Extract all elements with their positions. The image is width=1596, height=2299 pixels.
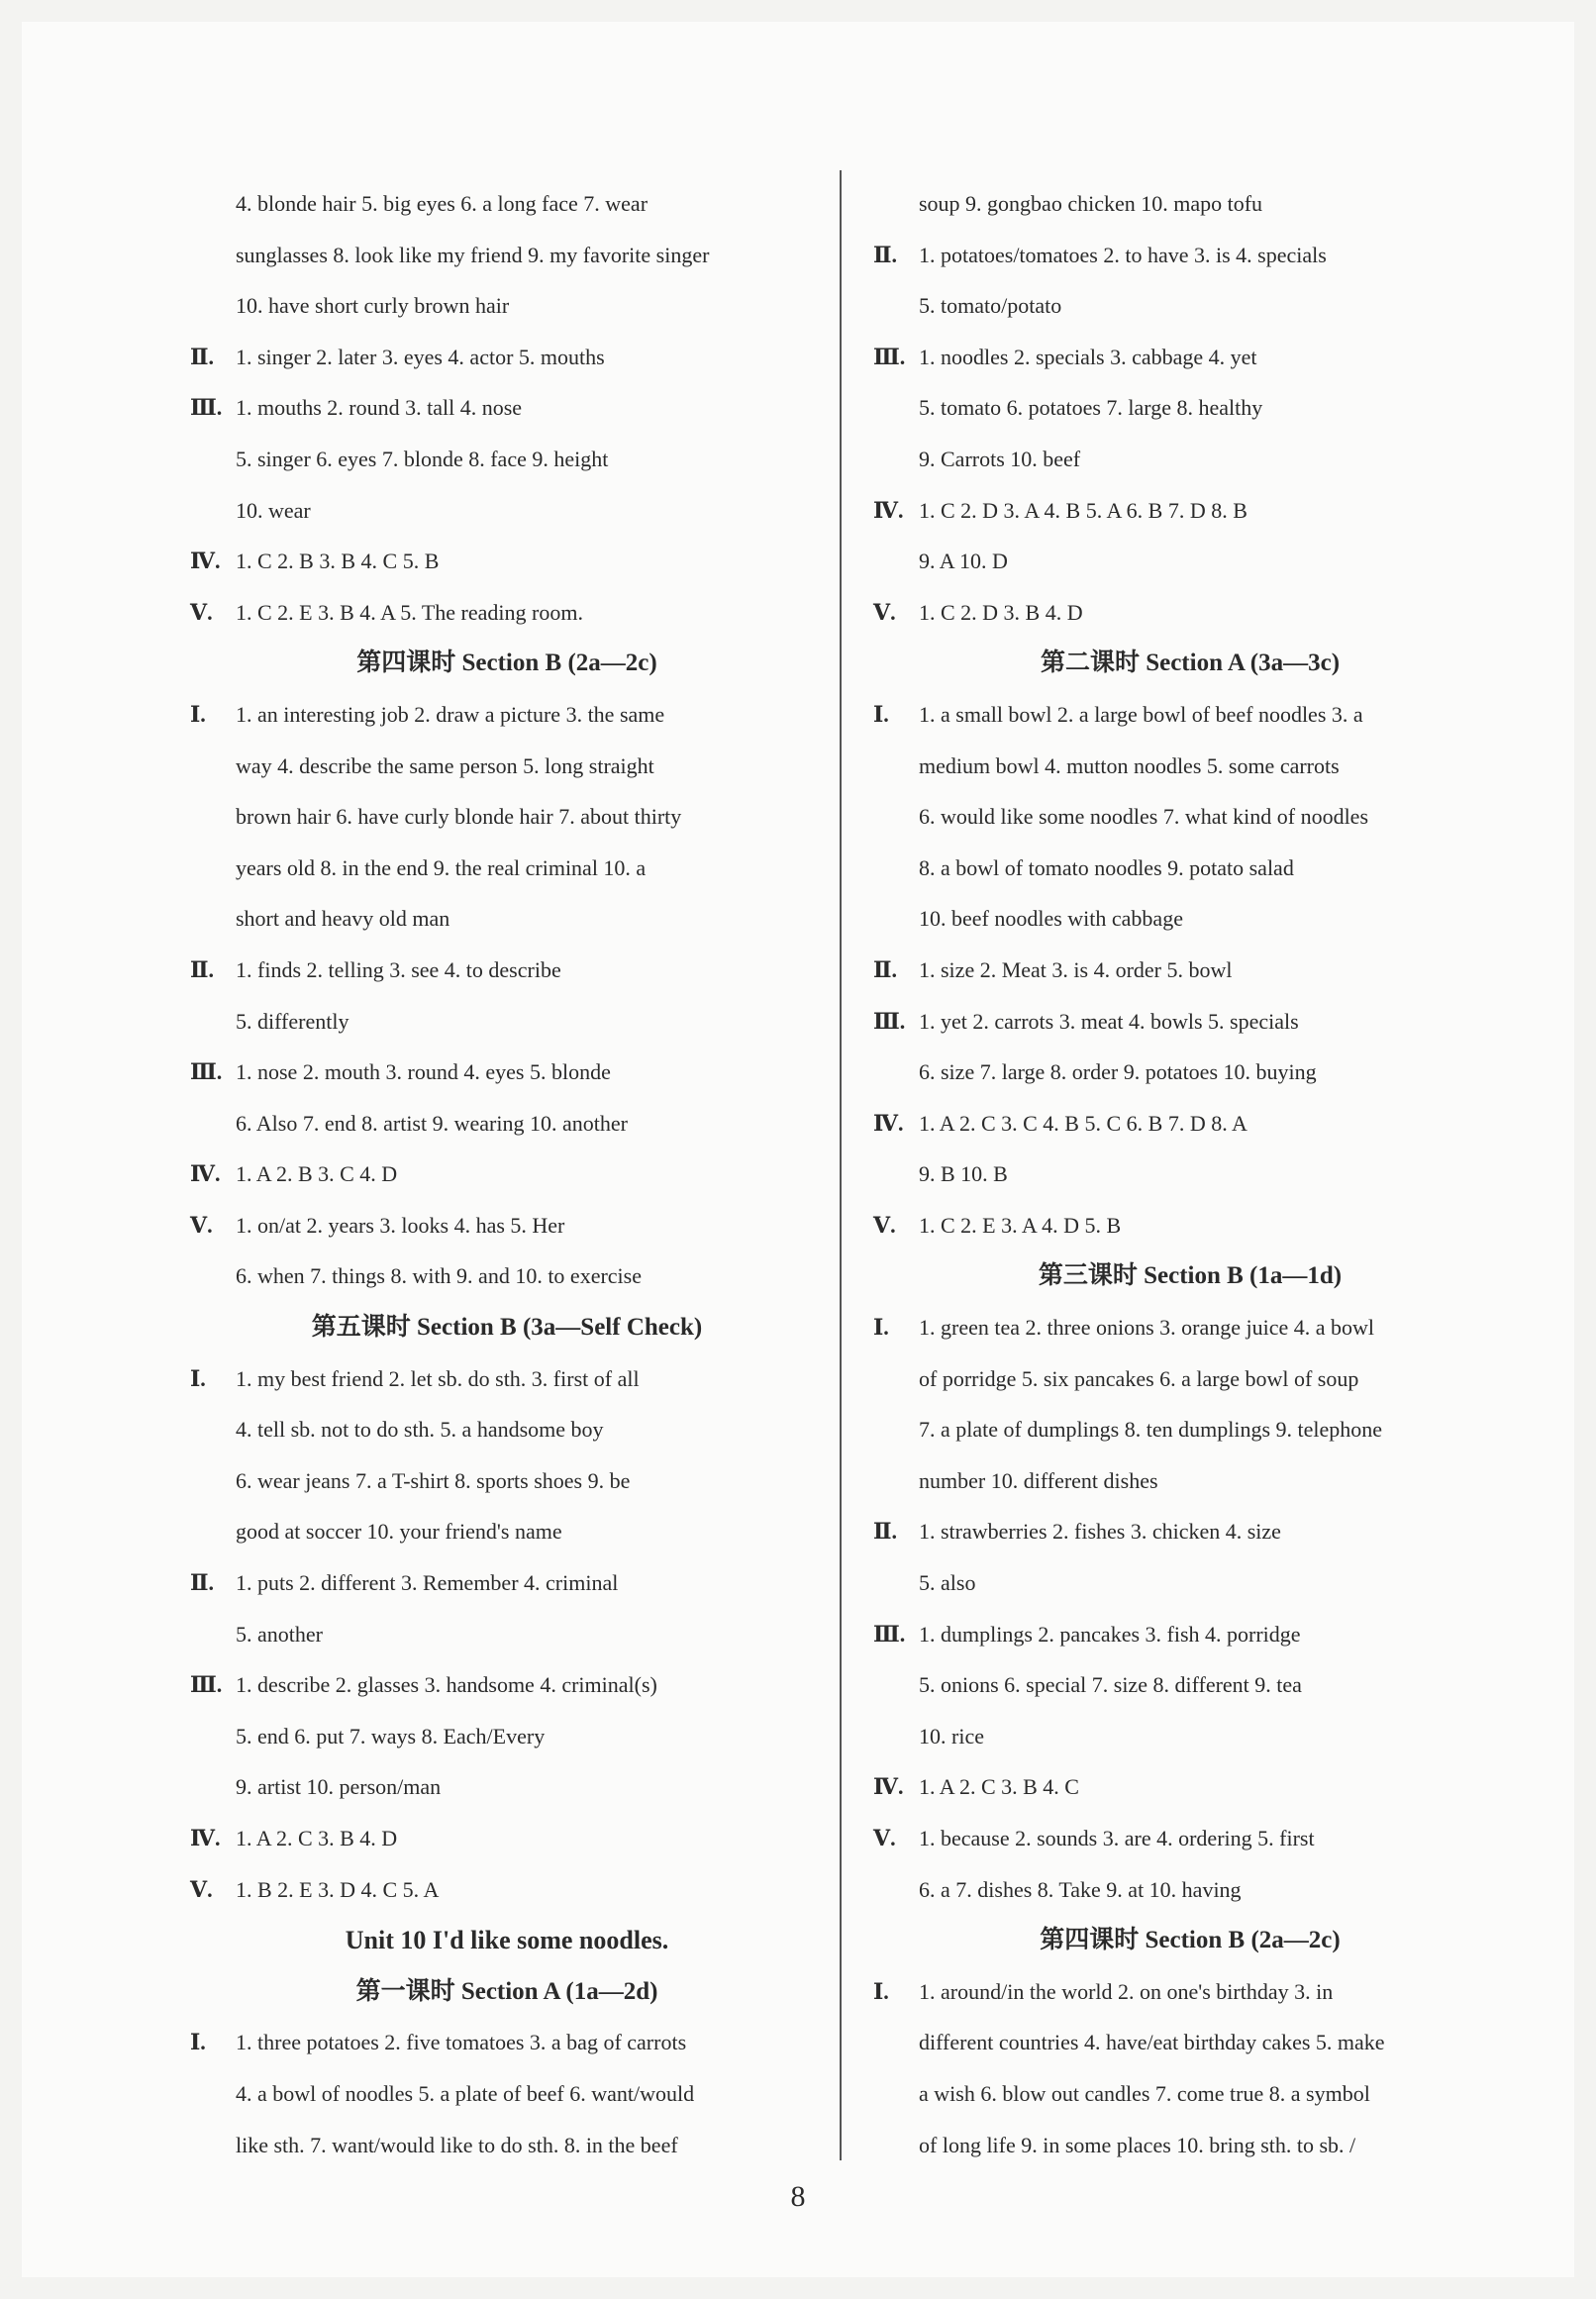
answer-line — [190, 996, 824, 1048]
answer-line — [873, 843, 1507, 894]
answer-text: 5. also — [919, 1570, 976, 1596]
answer-text: 1. green tea 2. three onions 3. orange juice 4. a bowl — [919, 1315, 1375, 1341]
section-numeral: Ⅴ. — [873, 1212, 896, 1238]
answer-line — [190, 1250, 824, 1302]
answer-text: years old 8. in the end 9. the real criminal 10. a — [236, 854, 647, 880]
answer-text: 6. Also 7. end 8. artist 9. wearing 10. another — [236, 1110, 628, 1136]
section-numeral: Ⅲ. — [873, 344, 906, 369]
section-numeral: Ⅴ. — [873, 1826, 896, 1850]
answer-text: 1. A 2. C 3. B 4. D — [236, 1826, 398, 1850]
section-numeral: Ⅳ. — [873, 1774, 904, 1800]
answer-line — [873, 1761, 1507, 1813]
answer-text: 5. tomato/potato — [919, 293, 1062, 319]
lesson-heading-text: 第二课时 Section A (3a—3c) — [1040, 650, 1341, 677]
lesson-heading-text: 第一课时 Section A (1a—2d) — [355, 1977, 658, 2005]
answer-text: 9. Carrots 10. beef — [919, 446, 1081, 471]
answer-text: 1. C 2. E 3. A 4. D 5. B — [919, 1212, 1122, 1238]
answer-line — [873, 1864, 1507, 1916]
answer-text: good at soccer 10. your friend's name — [236, 1519, 562, 1545]
answer-text: 1. A 2. C 3. B 4. C — [919, 1774, 1079, 1800]
answer-line — [190, 434, 824, 485]
lesson-heading-text: 第四课时 Section B (2a—2c) — [356, 650, 657, 677]
left-column — [190, 178, 824, 2170]
answer-text: 1. strawberries 2. fishes 3. chicken 4. size — [919, 1519, 1281, 1545]
section-numeral: Ⅳ. — [190, 1826, 221, 1850]
answer-line — [190, 2017, 824, 2068]
lesson-heading-text: 第三课时 Section B (1a—1d) — [1038, 1262, 1343, 1290]
answer-text: 1. C 2. B 3. B 4. C 5. B — [236, 549, 440, 574]
answer-text: 1. a small bowl 2. a large bowl of beef noodles 3. a — [919, 701, 1363, 727]
answer-text: 1. B 2. E 3. D 4. C 5. A — [236, 1876, 440, 1902]
answer-line — [190, 2120, 824, 2171]
answer-line — [873, 1711, 1507, 1762]
section-numeral: Ⅴ. — [190, 1212, 213, 1238]
answer-text: 1. describe 2. glasses 3. handsome 4. criminal(s) — [236, 1672, 657, 1698]
answer-text: 1. dumplings 2. pancakes 3. fish 4. porridge — [919, 1621, 1301, 1647]
answer-line — [873, 1455, 1507, 1507]
answer-line — [190, 1047, 824, 1098]
answer-text: 1. my best friend 2. let sb. do sth. 3. first of all — [236, 1365, 640, 1391]
answer-text: 1. potatoes/tomatoes 2. to have 3. is 4. specials — [919, 242, 1327, 267]
section-numeral: Ⅱ. — [190, 956, 215, 982]
answer-line — [873, 1609, 1507, 1660]
answer-line — [873, 1149, 1507, 1200]
answer-text: 1. finds 2. telling 3. see 4. to describe — [236, 956, 561, 982]
answer-line — [190, 536, 824, 587]
section-numeral: Ⅲ. — [873, 1008, 906, 1034]
answer-text: 5. another — [236, 1621, 323, 1647]
answer-line — [873, 280, 1507, 332]
answer-text: sunglasses 8. look like my friend 9. my favorite singer — [236, 242, 710, 267]
answer-text: 1. A 2. C 3. C 4. B 5. C 6. B 7. D 8. A — [919, 1110, 1247, 1136]
answer-line — [873, 1047, 1507, 1098]
answer-text: 1. C 2. D 3. A 4. B 5. A 6. B 7. D 8. B — [919, 497, 1247, 523]
answer-line — [190, 945, 824, 996]
answer-text: soup 9. gongbao chicken 10. mapo tofu — [919, 191, 1263, 216]
section-numeral: Ⅳ. — [873, 1110, 904, 1136]
answer-text: 1. on/at 2. years 3. looks 4. has 5. Her — [236, 1212, 565, 1238]
column-divider — [840, 170, 842, 2160]
answer-key-page — [22, 22, 1574, 2277]
answer-text: 5. tomato 6. potatoes 7. large 8. healthy — [919, 395, 1263, 421]
answer-line — [190, 1864, 824, 1916]
answer-line — [190, 1609, 824, 1660]
page-number: 8 — [790, 2180, 806, 2213]
answer-text: 1. because 2. sounds 3. are 4. ordering 5. first — [919, 1826, 1315, 1850]
answer-line — [873, 178, 1507, 230]
answer-line — [873, 1404, 1507, 1455]
section-numeral: Ⅳ. — [190, 1161, 221, 1187]
section-numeral: Ⅲ. — [190, 395, 223, 421]
answer-line — [873, 996, 1507, 1048]
answer-line — [873, 791, 1507, 843]
answer-line — [873, 2120, 1507, 2171]
answer-text: of long life 9. in some places 10. bring sth. to sb. / — [919, 2132, 1356, 2157]
answer-line — [190, 1098, 824, 1150]
answer-line — [873, 382, 1507, 434]
answer-line — [873, 2017, 1507, 2068]
answer-text: 5. onions 6. special 7. size 8. different 9. tea — [919, 1672, 1302, 1698]
lesson-heading-text: 第五课时 Section B (3a—Self Check) — [311, 1314, 703, 1342]
section-numeral: Ⅰ. — [190, 1365, 206, 1391]
answer-line — [873, 2068, 1507, 2120]
answer-line — [190, 230, 824, 281]
answer-line — [190, 1200, 824, 1251]
answer-line — [873, 893, 1507, 945]
lesson-heading — [873, 1915, 1507, 1966]
section-numeral: Ⅴ. — [190, 1876, 213, 1902]
answer-line — [190, 1149, 824, 1200]
section-numeral: Ⅱ. — [873, 1519, 898, 1545]
answer-text: 7. a plate of dumplings 8. ten dumplings 9. telephone — [919, 1417, 1383, 1443]
answer-line — [873, 1659, 1507, 1711]
answer-line — [873, 1966, 1507, 2018]
answer-text: 5. singer 6. eyes 7. blonde 8. face 9. height — [236, 446, 609, 471]
answer-text: 1. noodles 2. specials 3. cabbage 4. yet — [919, 344, 1257, 369]
answer-line — [873, 945, 1507, 996]
section-numeral: Ⅱ. — [190, 344, 215, 369]
answer-text: 1. yet 2. carrots 3. meat 4. bowls 5. specials — [919, 1008, 1299, 1034]
answer-text: 5. differently — [236, 1008, 349, 1034]
answer-line — [873, 1302, 1507, 1353]
lesson-heading — [873, 1250, 1507, 1302]
answer-text: 1. A 2. B 3. C 4. D — [236, 1161, 398, 1187]
answer-text: 8. a bowl of tomato noodles 9. potato salad — [919, 854, 1294, 880]
answer-text: 4. a bowl of noodles 5. a plate of beef 6. want/would — [236, 2080, 695, 2106]
answer-line — [190, 280, 824, 332]
answer-line — [190, 1455, 824, 1507]
answer-text: 1. around/in the world 2. on one's birthday 3. in — [919, 1978, 1334, 2004]
answer-line — [190, 1711, 824, 1762]
answer-line — [873, 230, 1507, 281]
answer-line — [190, 1404, 824, 1455]
section-numeral: Ⅱ. — [190, 1570, 215, 1596]
answer-text: 10. wear — [236, 497, 311, 523]
answer-text: short and heavy old man — [236, 906, 450, 932]
section-numeral: Ⅳ. — [190, 549, 221, 574]
section-numeral: Ⅰ. — [873, 1315, 889, 1341]
answer-line — [190, 332, 824, 383]
answer-text: 9. artist 10. person/man — [236, 1774, 442, 1800]
answer-text: different countries 4. have/eat birthday cakes 5. make — [919, 2030, 1385, 2055]
answer-line — [873, 434, 1507, 485]
answer-text: 1. an interesting job 2. draw a picture 3. the same — [236, 701, 665, 727]
answer-text: 1. singer 2. later 3. eyes 4. actor 5. mouths — [236, 344, 605, 369]
answer-line — [873, 1353, 1507, 1405]
answer-text: 5. end 6. put 7. ways 8. Each/Every — [236, 1723, 546, 1749]
lesson-heading-text: 第四课时 Section B (2a—2c) — [1040, 1927, 1341, 1954]
section-numeral: Ⅱ. — [873, 956, 898, 982]
answer-text: like sth. 7. want/would like to do sth. 8. in the beef — [236, 2132, 678, 2157]
answer-line — [190, 893, 824, 945]
answer-line — [873, 332, 1507, 383]
answer-text: brown hair 6. have curly blonde hair 7. about thirty — [236, 804, 682, 830]
unit-heading-text: Unit 10 I'd like some noodles. — [345, 1926, 669, 1955]
answer-text: 1. mouths 2. round 3. tall 4. nose — [236, 395, 523, 421]
section-numeral: Ⅱ. — [873, 242, 898, 267]
section-numeral: Ⅳ. — [873, 497, 904, 523]
lesson-heading — [190, 1302, 824, 1353]
answer-text: 6. when 7. things 8. with 9. and 10. to exercise — [236, 1263, 642, 1289]
answer-text: 6. would like some noodles 7. what kind of noodles — [919, 804, 1369, 830]
answer-line — [190, 1353, 824, 1405]
answer-text: medium bowl 4. mutton noodles 5. some carrots — [919, 752, 1340, 778]
answer-text: 6. size 7. large 8. order 9. potatoes 10. buying — [919, 1059, 1317, 1085]
answer-line — [190, 1813, 824, 1864]
answer-line — [190, 2068, 824, 2120]
answer-line — [873, 1506, 1507, 1557]
answer-text: 1. size 2. Meat 3. is 4. order 5. bowl — [919, 956, 1233, 982]
answer-line — [190, 485, 824, 537]
answer-text: 6. wear jeans 7. a T-shirt 8. sports shoes 9. be — [236, 1467, 631, 1493]
answer-line — [190, 741, 824, 792]
answer-line — [873, 1813, 1507, 1864]
answer-text: way 4. describe the same person 5. long straight — [236, 752, 654, 778]
lesson-heading — [190, 1966, 824, 2018]
answer-text: 1. three potatoes 2. five tomatoes 3. a bag of carrots — [236, 2030, 687, 2055]
answer-text: 6. a 7. dishes 8. Take 9. at 10. having — [919, 1876, 1242, 1902]
answer-text: 4. blonde hair 5. big eyes 6. a long face 7. wear — [236, 191, 648, 216]
answer-text: 10. beef noodles with cabbage — [919, 906, 1183, 932]
answer-text: 1. nose 2. mouth 3. round 4. eyes 5. blonde — [236, 1059, 611, 1085]
answer-line — [873, 536, 1507, 587]
answer-text: 4. tell sb. not to do sth. 5. a handsome boy — [236, 1417, 604, 1443]
answer-line — [190, 843, 824, 894]
answer-text: number 10. different dishes — [919, 1467, 1158, 1493]
answer-line — [190, 587, 824, 639]
lesson-heading — [190, 638, 824, 689]
answer-line — [190, 791, 824, 843]
answer-line — [873, 689, 1507, 741]
section-numeral: Ⅲ. — [190, 1672, 223, 1698]
section-numeral: Ⅴ. — [873, 599, 896, 625]
section-numeral: Ⅴ. — [190, 599, 213, 625]
section-numeral: Ⅰ. — [873, 1978, 889, 2004]
right-column — [873, 178, 1507, 2170]
answer-text: 9. B 10. B — [919, 1161, 1008, 1187]
answer-line — [873, 485, 1507, 537]
answer-line — [873, 1200, 1507, 1251]
unit-heading — [190, 1915, 824, 1966]
answer-text: of porridge 5. six pancakes 6. a large bowl of soup — [919, 1365, 1359, 1391]
answer-text: 9. A 10. D — [919, 549, 1008, 574]
section-numeral: Ⅲ. — [873, 1621, 906, 1647]
answer-line — [873, 741, 1507, 792]
section-numeral: Ⅰ. — [190, 701, 206, 727]
answer-text: 1. C 2. E 3. B 4. A 5. The reading room. — [236, 599, 583, 625]
answer-line — [190, 178, 824, 230]
answer-line — [190, 1506, 824, 1557]
answer-line — [873, 1557, 1507, 1609]
answer-line — [873, 587, 1507, 639]
answer-line — [190, 1659, 824, 1711]
answer-line — [873, 1098, 1507, 1150]
answer-text: 1. C 2. D 3. B 4. D — [919, 599, 1083, 625]
answer-line — [190, 1557, 824, 1609]
answer-text: 1. puts 2. different 3. Remember 4. criminal — [236, 1570, 619, 1596]
answer-line — [190, 1761, 824, 1813]
answer-text: a wish 6. blow out candles 7. come true 8. a symbol — [919, 2080, 1370, 2106]
answer-text: 10. rice — [919, 1723, 984, 1749]
lesson-heading — [873, 638, 1507, 689]
section-numeral: Ⅰ. — [873, 701, 889, 727]
section-numeral: Ⅰ. — [190, 2030, 206, 2055]
answer-text: 10. have short curly brown hair — [236, 293, 510, 319]
answer-line — [190, 689, 824, 741]
section-numeral: Ⅲ. — [190, 1059, 223, 1085]
answer-line — [190, 382, 824, 434]
